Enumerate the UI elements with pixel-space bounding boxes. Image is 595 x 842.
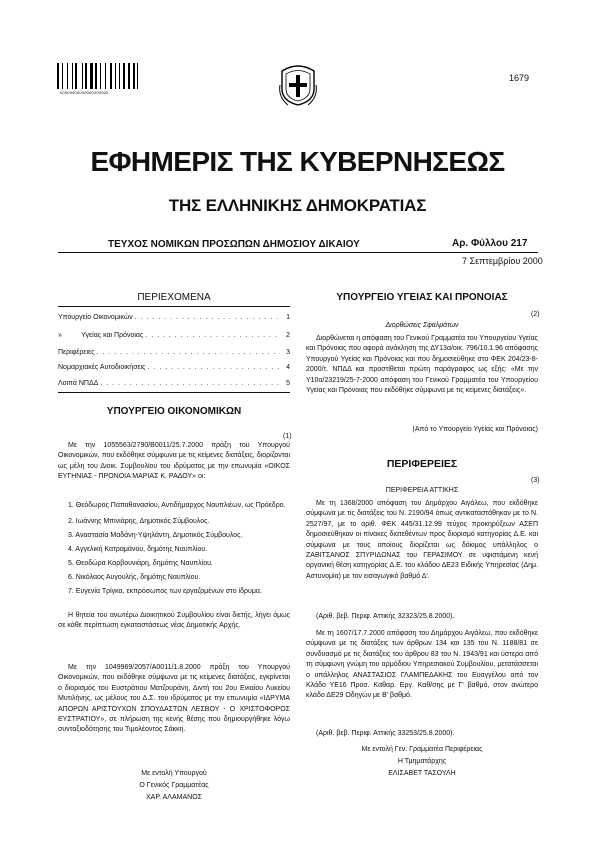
toc-item[interactable]: » Υγείας και Πρόνοιας . . . 2	[58, 332, 290, 339]
decision-number: (1)	[283, 433, 292, 440]
member-item: 5. Θεοδώρα Καρβουνιάρη, δημότης Ναυπλίου.	[68, 560, 213, 567]
section-heading-regions: ΠΕΡΙΦΕΡΕΙΕΣ	[386, 458, 458, 470]
citation: (Αριθ. βεβ. Περιφ. Αττικής 33253/25.8.2000).	[316, 730, 455, 737]
toc-heading: ΠΕΡΙΕΧΟΜΕΝΑ	[137, 292, 211, 303]
signature-line: Η Τμηματάρχης	[397, 758, 447, 765]
page-number: 1679	[509, 73, 530, 83]
member-item: 7. Ευγενία Τρίγκα, εκπρόσωπος των εργαζομένων στο ίδρυμα.	[68, 588, 262, 595]
section-heading-health: ΥΠΟΥΡΓΕΙΟ ΥΓΕΙΑΣ ΚΑΙ ΠΡΟΝΟΙΑΣ	[336, 292, 508, 303]
barcode-number: 00000000000000000000	[60, 90, 109, 95]
gazette-series: ΤΕΥΧΟΣ ΝΟΜΙΚΩΝ ΠΡΟΣΩΠΩΝ ΔΗΜΟΣΙΟΥ ΔΙΚΑΙΟΥ	[108, 239, 360, 250]
member-item: 1. Θεόδωρος Παπαθανασίου, Αντιδήμαρχος Ναυπλιέων, ως Πρόεδρο.	[68, 502, 286, 509]
region-title: ΠΕΡΙΦΕΡΕΙΑ ΑΤΤΙΚΗΣ	[385, 487, 459, 494]
toc-rule	[58, 306, 290, 307]
signature-name: ΕΛΙΣΑΒΕΤ ΤΑΣΟΥΛΗ	[388, 770, 456, 777]
member-item: 6. Νικόλαος Αυγουλής, δημότης Ναυπλίου.	[68, 574, 201, 581]
coat-of-arms-emblem	[278, 63, 318, 107]
signature-line: Με εντολή Γεν. Γραμματέα Περιφέρειας	[361, 746, 483, 753]
decision-text: Με την 1049969/2057/Α0011/1.8.2000 πράξη του Υπουργού Οικονομικών, που εκδόθηκε σύμφωνα με τις κείμενες διατάξεις, εγκρίνεται ο διορισμός του Ευστράτιου Ματζουράνη, Διντή του 2ου Ενιαίου Λυκείου Μυτιλήνης, ως μέλους του Δ.Σ. του ιδρύματος με την επωνυμία «ΙΔΡΥΜΑ ΑΠΟΡΩΝ ΑΡΙΣΤΟΥΧΩΝ ΣΠΟΥΔΑΣΤΩΝ ΛΕΣΒΟΥ - Ο ΧΡΙΣΤΟΦΟΡΟΣ ΕΥΣΤΡΑΤΙΟΥ», σε πλήρωση της κενής θέσης που δημιουργήθηκε λόγω συνταξιοδότησης του Τιμολέοντος Σάκκη.	[58, 664, 290, 734]
header-rule	[58, 252, 538, 253]
section-heading-finance: ΥΠΟΥΡΓΕΙΟ ΟΙΚΟΝΟΜΙΚΩΝ	[106, 406, 242, 417]
toc-item[interactable]: Νομαρχιακές Αυτοδιοικήσεις . . . 4	[58, 364, 290, 371]
barcode	[57, 63, 143, 89]
citation: (Αριθ. βεβ. Περιφ. Αττικής 32323/25.8.2000).	[316, 613, 455, 620]
source-note: (Από το Υπουργείο Υγείας και Πρόνοιας)	[412, 426, 538, 433]
correction-text: Διορθώνεται η απόφαση του Γενικού Γραμματέα του Υπουργείου Υγείας και Πρόνοιας που αφορά ανάκληση της ΔΥ13α/οικ. 796/10.1.96 απόφασης Υπουργού Υγείας και Πρόνοιας και που δημοσιεύθηκε στο ΦΕΚ 204/23-8-2000/τ. ΝΠΔΔ και προστίθεται πρώτη παράγραφος ως εξής: «Με την Υ10α/23219/25-7-2000 απόφαση του Γενικού Γραμματέα του Υπουργείου Υγείας και Πρόνοιας που εκδόθηκε σύμφωνα με τις κείμενες διατάξεις».	[306, 335, 538, 395]
masthead-title: ΕΦΗΜΕΡΙΣ ΤΗΣ ΚΥΒΕΡΝΗΣΕΩΣ	[90, 146, 505, 177]
signature-line: Ο Γενικός Γραμματέας	[139, 782, 209, 789]
decision-text: Με τη 1607/17.7.2000 απόφαση του Δημάρχου Αιγάλεω, που εκδόθηκε σύμφωνα με τις διατάξεις των άρθρων 134 και 135 του Ν. 1188/81 σε συνδυασμό με τις διατάξεις του άρθρου 83 του Ν. 1943/91 και ύστερα από τη σύμφωνη γνώμη του αρμόδιου Υπηρεσιακού Συμβουλίου, μετατάσσεται ο υπάλληλος ΑΝΑΣΤΑΣΙΟΣ ΓΛΑΜΠΕΔΑΚΗΣ του Ευαγγέλου από τον Κλάδο ΥΕ16 Προσ. Καθαρ. Εργ. Καθ/σης με Γ' βαθμό, στον ανώτερο κλάδο ΔΕ29 Οδηγών με Β' βαθμό.	[306, 630, 538, 700]
toc-item[interactable]: Περιφέρειες . . . 3	[58, 349, 290, 356]
decision-number: (3)	[531, 477, 540, 484]
member-item: 2. Ιωάννης Μπινιάρης, Δημοτικός Σύμβουλος.	[68, 518, 210, 525]
toc-item[interactable]: Λοιπά ΝΠΔΔ . . . 5	[58, 380, 290, 387]
masthead-subtitle: ΤΗΣ ΕΛΛΗΝΙΚΗΣ ΔΗΜΟΚΡΑΤΙΑΣ	[168, 196, 427, 215]
correction-title: Διορθώσεις Σφαλμάτων	[385, 322, 459, 329]
member-item: 3. Αναστασία Μαδάνη-Υψηλάντη, Δημοτικός Σύμβουλος.	[68, 532, 243, 539]
signature-line: Με εντολή Υπουργού	[141, 770, 207, 777]
decision-text: Με τη 1368/2000 απόφαση του Δημάρχου Αιγάλεω, που εκδόθηκε σύμφωνα με τις διατάξεις του Ν. 2190/94 όπως αντικαταστάθηκαν με το Ν. 2527/97, με το αριθ. ΦΕΚ 445/31.12.99 τεύχος προκηρύξεων ΑΣΕΠ δημοσιεύθηκαν οι πίνακες διατεθέντων προς διορισμό κατηγορίας Δ.Ε. και σύμφωνα με τους οποίους διορίζεται ως δόκιμος υπάλληλος ο ΖΑΒΙΤΣΑΝΟΣ ΣΠΥΡΙΔΩΝΑΣ του ΓΕΡΑΣΙΜΟΥ σε υφιστάμενη κενή οργανική θέση κατηγορίας Δ.Ε. του κλάδου ΔΕ23 Ειδικής Υπηρεσίας (Δημ. Αστυνομία) με τον εισαγωγικό βαθμό Δ'.	[306, 500, 538, 580]
toc-bottom-rule	[58, 392, 290, 393]
issue-date: 7 Σεπτεμβρίου 2000	[462, 256, 543, 266]
toc-item[interactable]: Υπουργείο Οικονομικών . . . 1	[58, 314, 290, 321]
decision-number: (2)	[531, 311, 540, 318]
term-text: Η θητεία του ανωτέρω Διοικητικού Συμβουλίου είναι διετής, λήγει όμως σε κάθε περίπτωση εγκαταστάσεως νέας Δημοτικής Αρχής.	[58, 612, 290, 630]
sheet-number: Αρ. Φύλλου 217	[452, 238, 528, 249]
signature-name: ΧΑΡ. ΑΛΑΜΑΝΟΣ	[146, 794, 202, 801]
member-item: 4. Αγγελική Κατραμάνου, δημότης Ναυπλίου.	[68, 546, 208, 553]
decision-text: Με την 1055563/2790/Β0011/25.7.2000 πράξη του Υπουργού Οικονομικών, που εκδόθηκε σύμφωνα με τις κείμενες διατάξεις, διορίζονται ως μέλη του Διοικ. Συμβουλίου του ιδρύματος με την επωνυμία «ΟΙΚΟΣ ΕΥΓΗΝΙΑΣ - ΠΡΟΝΟΙΑ ΜΑΡΙΑΣ Κ. ΡΑΔΟΥ» οι:	[58, 442, 290, 481]
